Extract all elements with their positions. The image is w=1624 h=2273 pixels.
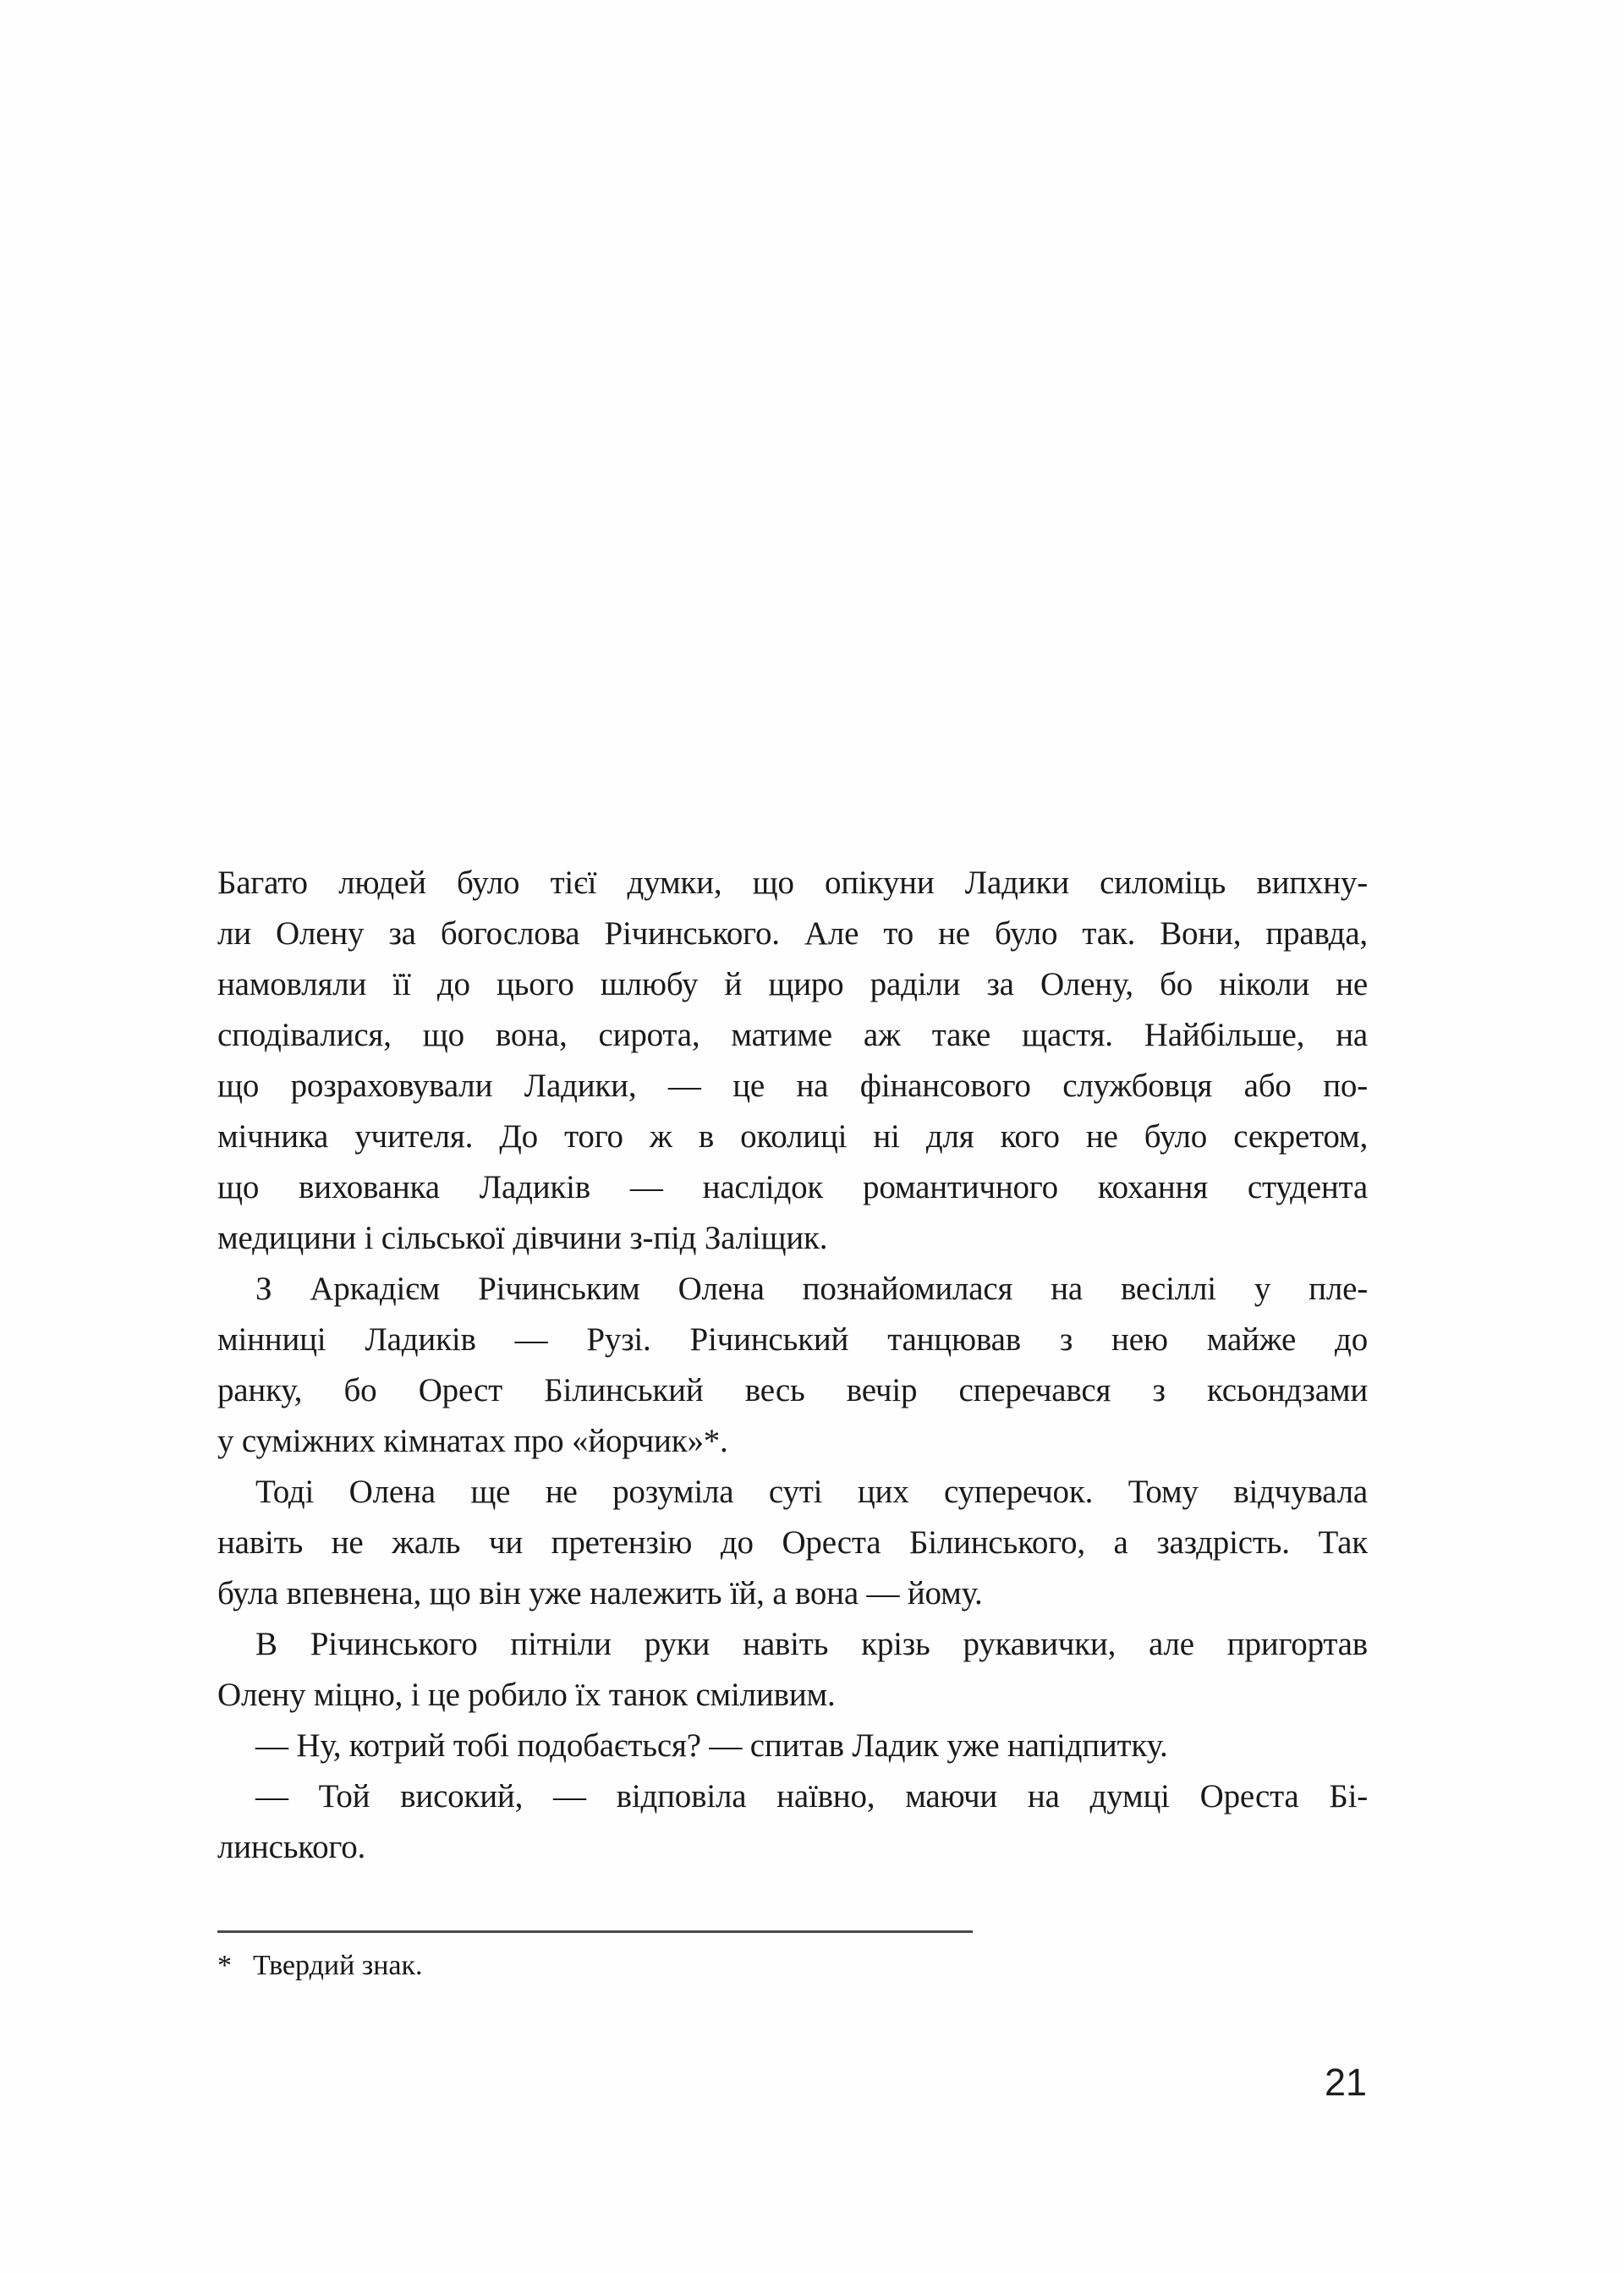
footnote-rule [217, 1930, 973, 1933]
text-line: у суміжних кімнатах про «йорчик»*. [217, 1423, 728, 1459]
footnote [217, 1930, 1368, 1985]
page-number: 21 [1325, 2061, 1368, 2104]
text-block [217, 858, 1368, 1873]
footnote-text: Твердий знак. [253, 1950, 423, 1981]
text-line: Олену міцно, і це робило їх танок сміливим. [217, 1677, 836, 1713]
text-line: мічника учителя. До того ж в околиці ні для кого не було секретом, [217, 1118, 1368, 1155]
text-line: що розраховували Ладики, — це на фінансового службовця або по- [217, 1068, 1368, 1104]
text-line: Тоді Олена ще не розуміла суті цих суперечок. Тому відчувала [255, 1474, 1368, 1510]
paragraph [217, 858, 1368, 1264]
text-line: медицини і сільської дівчини з-під Заліщик. [217, 1220, 828, 1256]
text-line: намовляли її до цього шлюбу й щиро раділи за Олену, бо ніколи не [217, 966, 1368, 1002]
text-line: В Річинського пітніли руки навіть крізь рукавички, але пригортав [255, 1626, 1368, 1662]
text-line: навіть не жаль чи претензію до Ореста Білинського, а заздрість. Так [217, 1524, 1368, 1561]
text-line: линського. [217, 1829, 366, 1865]
paragraph [217, 1619, 1368, 1721]
text-line: — Той високий, — відповіла наївно, маючи на думці Ореста Бі- [255, 1778, 1368, 1815]
paragraph [217, 1771, 1368, 1873]
footnote-marker: * [217, 1950, 232, 1981]
paragraph [217, 1721, 1368, 1771]
text-line: що вихованка Ладиків — наслідок романтичного кохання студента [217, 1169, 1368, 1205]
text-line: ли Олену за богослова Річинського. Але то не було так. Вони, правда, [217, 915, 1368, 952]
paragraph [217, 1264, 1368, 1467]
text-line: Багато людей було тієї думки, що опікуни Ладики силоміць випхну- [217, 865, 1368, 901]
text-line: — Ну, котрий тобі подобається? — спитав Ладик уже напідпитку. [255, 1727, 1168, 1764]
text-line: З Аркадієм Річинським Олена познайомилася на весіллі у пле- [255, 1271, 1368, 1307]
text-line: була впевнена, що він уже належить їй, а вона — йому. [217, 1575, 983, 1611]
text-line: сподівалися, що вона, сирота, матиме аж таке щастя. Найбільше, на [217, 1017, 1368, 1053]
text-line: мінниці Ладиків — Рузі. Річинський танцював з нею майже до [217, 1321, 1368, 1358]
footnote-line [217, 1946, 1368, 1985]
text-line: ранку, бо Орест Білинський весь вечір сперечався з ксьондзами [217, 1372, 1368, 1408]
paragraph [217, 1467, 1368, 1619]
